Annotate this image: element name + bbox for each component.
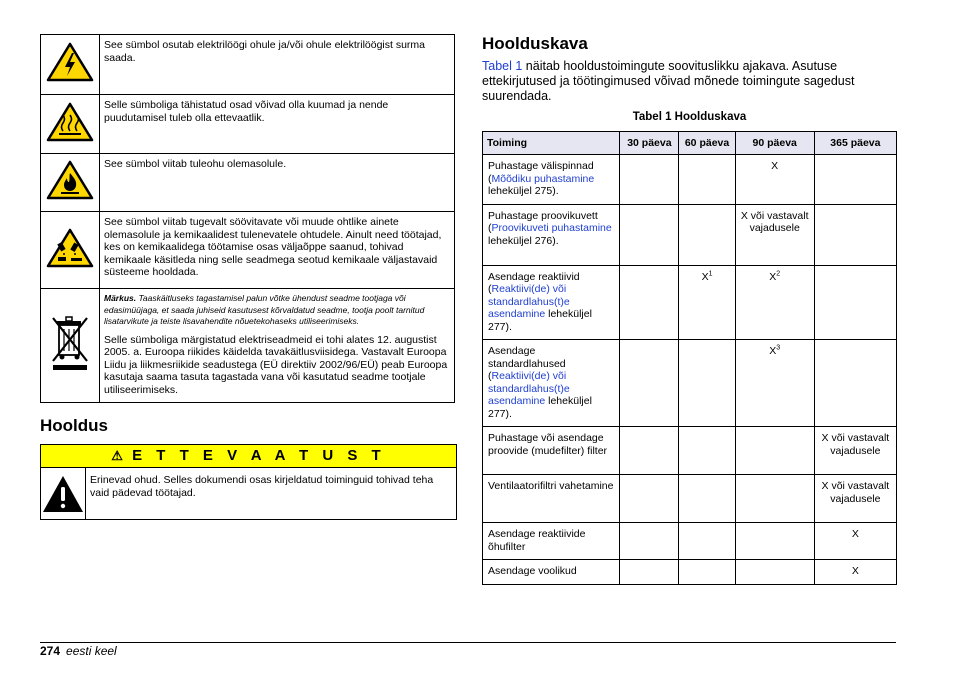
interval-cell bbox=[679, 427, 735, 475]
interval-cell bbox=[620, 427, 679, 475]
section-title-hoolduskava: Hoolduskava bbox=[482, 34, 588, 53]
intro-paragraph bbox=[482, 59, 892, 104]
interval-cell bbox=[679, 523, 735, 560]
maintenance-table bbox=[482, 131, 897, 585]
interval-cell bbox=[735, 523, 814, 560]
column-header: 90 päeva bbox=[735, 132, 814, 155]
task-cell bbox=[483, 475, 620, 523]
interval-cell bbox=[735, 560, 814, 585]
task-text: Ventilaatorifiltri vahetamine bbox=[488, 480, 614, 492]
caution-header bbox=[41, 445, 456, 468]
symbol-text-weee bbox=[100, 289, 455, 403]
table-row bbox=[483, 523, 897, 560]
task-text: Asendage reaktiivid ( bbox=[488, 270, 580, 295]
column-header: 30 päeva bbox=[620, 132, 679, 155]
table-row bbox=[483, 155, 897, 205]
interval-cell bbox=[735, 340, 814, 427]
task-text: Puhastage või asendage proovide (mudefilter) filter bbox=[488, 432, 608, 457]
task-text: Asendage standardlahused ( bbox=[488, 345, 566, 382]
table-row bbox=[483, 427, 897, 475]
electric-shock-icon bbox=[41, 35, 100, 95]
interval-cell bbox=[620, 155, 679, 205]
task-cell bbox=[483, 523, 620, 560]
caution-body bbox=[41, 468, 456, 519]
interval-cell bbox=[679, 155, 735, 205]
interval-cell bbox=[620, 560, 679, 585]
interval-mark: X bbox=[771, 160, 779, 172]
task-text: Asendage voolikud bbox=[488, 565, 577, 577]
hot-surface-icon bbox=[41, 95, 100, 154]
interval-cell bbox=[620, 523, 679, 560]
interval-cell bbox=[735, 427, 814, 475]
interval-cell bbox=[814, 204, 896, 265]
footnote-ref: 3 bbox=[776, 344, 781, 352]
interval-cell bbox=[735, 204, 814, 265]
footnote-ref: 2 bbox=[776, 270, 781, 277]
column-header: Toiming bbox=[483, 132, 620, 155]
note-label: Märkus. bbox=[104, 293, 137, 303]
table-row bbox=[483, 560, 897, 585]
crossed-bin-icon bbox=[41, 289, 100, 403]
symbol-text: Selle sümboliga tähistatud osad võivad olla kuumad ja nende puudutamisel tuleb olla ettevaatlik. bbox=[100, 95, 455, 154]
interval-cell bbox=[814, 265, 896, 340]
note bbox=[104, 293, 450, 328]
symbol-row bbox=[41, 35, 455, 95]
interval-cell bbox=[679, 265, 735, 340]
symbol-row bbox=[41, 289, 455, 403]
interval-cell bbox=[735, 155, 814, 205]
table-row bbox=[483, 204, 897, 265]
task-text: Puhastage proovikuvett ( bbox=[488, 209, 598, 234]
interval-cell bbox=[814, 340, 896, 427]
table-reference-link[interactable]: Tabel 1 bbox=[482, 59, 523, 73]
corrosive-icon bbox=[41, 212, 100, 289]
interval-mark: X bbox=[851, 528, 859, 540]
interval-mark: X või vastavalt vajadusele bbox=[821, 432, 890, 457]
task-cell bbox=[483, 265, 620, 340]
interval-cell bbox=[735, 475, 814, 523]
footer bbox=[40, 644, 117, 658]
task-link[interactable]: Proovikuveti puhastamine bbox=[491, 222, 612, 234]
interval-cell bbox=[814, 523, 896, 560]
symbol-text: Selle sümboliga märgistatud elektriseadmeid ei tohi alates 12. augustist 2005. a. Euroopa riikides käidelda tavakäitlusviisidega. Vastavalt Euroopa Liidu ja liikmesriikide seadustega (EÜ direktiiv 2002/96/EÜ) peab Euroopa kasutaja saama tasuta tagastada vana või kasutatud seadme tootjale utiliseerimiseks. bbox=[104, 333, 448, 396]
table-header-row bbox=[483, 132, 897, 155]
interval-cell bbox=[620, 475, 679, 523]
interval-cell bbox=[679, 340, 735, 427]
task-page-ref: leheküljel 276). bbox=[488, 234, 559, 247]
interval-cell bbox=[814, 155, 896, 205]
task-link[interactable]: Reaktiivi(de) või standardlahus(t)e asendamine bbox=[488, 370, 570, 407]
task-page-ref: leheküljel 277). bbox=[488, 395, 592, 420]
warning-triangle-icon: ⚠ bbox=[111, 448, 123, 463]
interval-cell bbox=[679, 204, 735, 265]
interval-mark: X või vastavalt vajadusele bbox=[821, 480, 890, 505]
table-caption: Tabel 1 Hoolduskava bbox=[632, 111, 747, 123]
table-row bbox=[483, 340, 897, 427]
table-row bbox=[483, 475, 897, 523]
task-cell bbox=[483, 204, 620, 265]
interval-mark: X bbox=[701, 270, 709, 283]
interval-cell bbox=[814, 475, 896, 523]
interval-cell bbox=[814, 560, 896, 585]
task-text: Puhastage välispinnad ( bbox=[488, 160, 594, 185]
interval-cell bbox=[679, 560, 735, 585]
column-header: 365 päeva bbox=[814, 132, 896, 155]
exclamation-warning-icon bbox=[41, 468, 86, 519]
task-text: Asendage reaktiivide õhufilter bbox=[488, 528, 586, 553]
intro-text: näitab hooldustoimingute soovituslikku ajakava. Asutuse ettekirjutused ja töötingimused võivad mõnede toimingute sagedust suurendada. bbox=[482, 59, 855, 103]
page-number: 274 bbox=[40, 644, 61, 658]
note-text: Taaskäitluseks tagastamisel palun võtke ühendust seadme tootjaga või edasimüüjaga, et saada juhiseid kasutusest kõrvaldatud seadme, tootja poolt tarnitud lisatarvikute ja teiste lisavahendite nõuetekohaseks utiliseerimiseks. bbox=[104, 293, 425, 326]
interval-cell bbox=[735, 265, 814, 340]
section-title-hooldus: Hooldus bbox=[40, 416, 108, 435]
symbol-table bbox=[40, 34, 455, 403]
fire-hazard-icon bbox=[41, 154, 100, 212]
task-cell bbox=[483, 427, 620, 475]
symbol-text: See sümbol viitab tuleohu olemasolule. bbox=[100, 154, 455, 212]
interval-cell bbox=[814, 427, 896, 475]
symbol-row bbox=[41, 212, 455, 289]
footnote-ref: 1 bbox=[708, 270, 713, 277]
task-link[interactable]: Mõõdiku puhastamine bbox=[491, 172, 595, 185]
interval-mark: X või vastavalt vajadusele bbox=[740, 209, 809, 234]
table-row bbox=[483, 265, 897, 340]
task-link[interactable]: Reaktiivi(de) või standardlahus(t)e asendamine bbox=[488, 283, 570, 320]
symbol-row bbox=[41, 154, 455, 212]
task-cell bbox=[483, 155, 620, 205]
column-header: 60 päeva bbox=[679, 132, 735, 155]
symbol-text: See sümbol osutab elektrilöögi ohule ja/või ohule elektrilöögist surma saada. bbox=[100, 35, 455, 95]
symbol-row bbox=[41, 95, 455, 154]
caution-label: E T T E V A A T U S T bbox=[132, 447, 386, 464]
footer-rule bbox=[40, 642, 896, 643]
symbol-text: See sümbol viitab tugevalt söövitavate või muude ohtlike ainete olemasolule ja kemikaalidest tulenevatele ohtudele. Ainult need töötajad, kes on kemikaalidega töötamise osas väljaõppe saanud, tohivad kemikaale käsitleda ning selle seadmega seotud kemikaale väljastavaid süsteeme hooldada. bbox=[100, 212, 455, 289]
footer-language: eesti keel bbox=[66, 644, 117, 658]
interval-cell bbox=[620, 204, 679, 265]
task-page-ref: leheküljel 277). bbox=[488, 308, 592, 333]
interval-mark: X bbox=[769, 345, 777, 357]
interval-mark: X bbox=[769, 270, 777, 283]
interval-mark: X bbox=[851, 565, 859, 577]
interval-cell bbox=[679, 475, 735, 523]
task-page-ref: leheküljel 275). bbox=[488, 185, 559, 197]
caution-text: Erinevad ohud. Selles dokumendi osas kirjeldatud toiminguid tohivad teha vaid pädevad töötajad. bbox=[90, 474, 434, 499]
task-cell bbox=[483, 560, 620, 585]
caution-box bbox=[40, 444, 457, 520]
interval-cell bbox=[620, 340, 679, 427]
interval-cell bbox=[620, 265, 679, 340]
task-cell bbox=[483, 340, 620, 427]
